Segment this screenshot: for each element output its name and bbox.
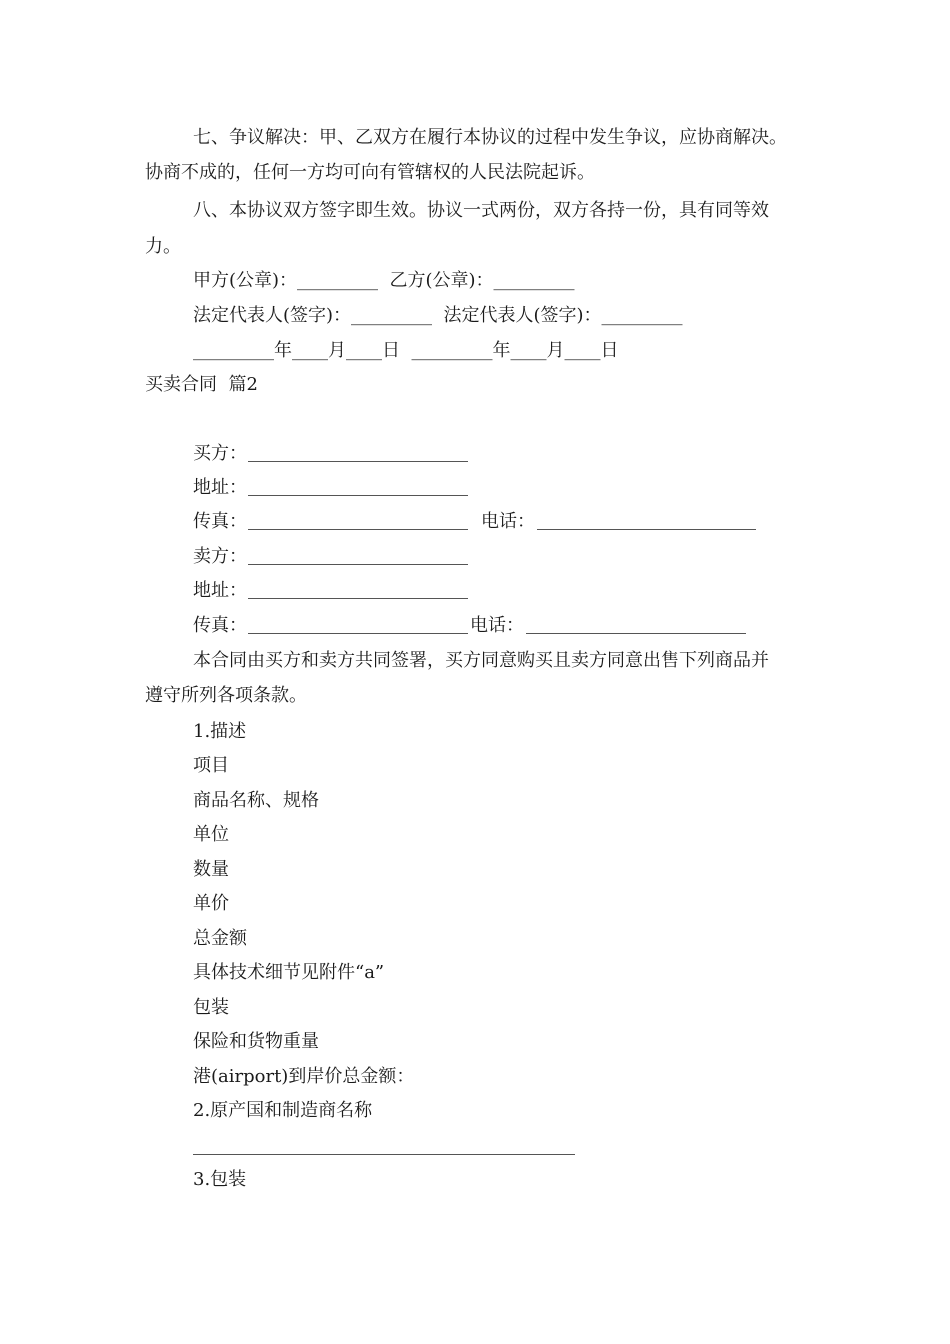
list-item: 单价: [193, 893, 229, 914]
list-item: 1.描述: [193, 721, 247, 742]
seller-address-label: 地址：: [193, 580, 247, 601]
buyer-phone-blank: [537, 529, 756, 530]
date-line: _________年____月____日 _________年____月____日: [193, 340, 619, 361]
intro-line-1: 本合同由买方和卖方共同签署，买方同意购买且卖方同意出售下列商品并: [193, 650, 769, 671]
buyer-label: 买方：: [193, 443, 247, 464]
buyer-blank: [248, 461, 468, 462]
buyer-fax-blank: [248, 529, 468, 530]
buyer-fax-label: 传真：: [193, 511, 247, 532]
packing-heading: 3.包装: [193, 1169, 247, 1190]
list-item: 具体技术细节见附件“a”: [193, 962, 385, 983]
buyer-address-blank: [248, 495, 468, 496]
list-item: 数量: [193, 859, 229, 880]
clause-8-line-2: 力。: [145, 236, 181, 257]
clause-7-line-2: 协商不成的，任何一方均可向有管辖权的人民法院起诉。: [145, 162, 595, 183]
manufacturer-blank: [193, 1154, 575, 1155]
seller-phone-blank: [526, 633, 746, 634]
seller-label: 卖方：: [193, 546, 247, 567]
list-item: 保险和货物重量: [193, 1031, 319, 1052]
seller-fax-blank: [248, 633, 468, 634]
seller-address-blank: [248, 598, 468, 599]
seller-phone-label: 电话：: [470, 615, 524, 636]
clause-8-line-1: 八、本协议双方签字即生效。协议一式两份，双方各持一份，具有同等效: [193, 200, 769, 221]
party-seal-line: 甲方(公章)：_________ 乙方(公章)：_________: [193, 270, 575, 291]
list-item: 包装: [193, 997, 229, 1018]
seller-fax-label: 传真：: [193, 615, 247, 636]
list-item: 2.原产国和制造商名称: [193, 1100, 373, 1121]
list-item: 总金额: [193, 928, 247, 949]
list-item: 单位: [193, 824, 229, 845]
buyer-address-label: 地址：: [193, 477, 247, 498]
list-item: 商品名称、规格: [193, 790, 319, 811]
section-heading: 买卖合同 篇2: [145, 374, 258, 395]
seller-blank: [248, 564, 468, 565]
list-item: 港(airport)到岸价总金额：: [193, 1066, 415, 1087]
intro-line-2: 遵守所列各项条款。: [145, 685, 307, 706]
list-item: 项目: [193, 755, 229, 776]
buyer-phone-label: 电话：: [481, 511, 535, 532]
representative-signature-line: 法定代表人(签字)：_________ 法定代表人(签字)：_________: [193, 305, 683, 326]
clause-7-line-1: 七、争议解决：甲、乙双方在履行本协议的过程中发生争议，应协商解决。: [193, 127, 787, 148]
